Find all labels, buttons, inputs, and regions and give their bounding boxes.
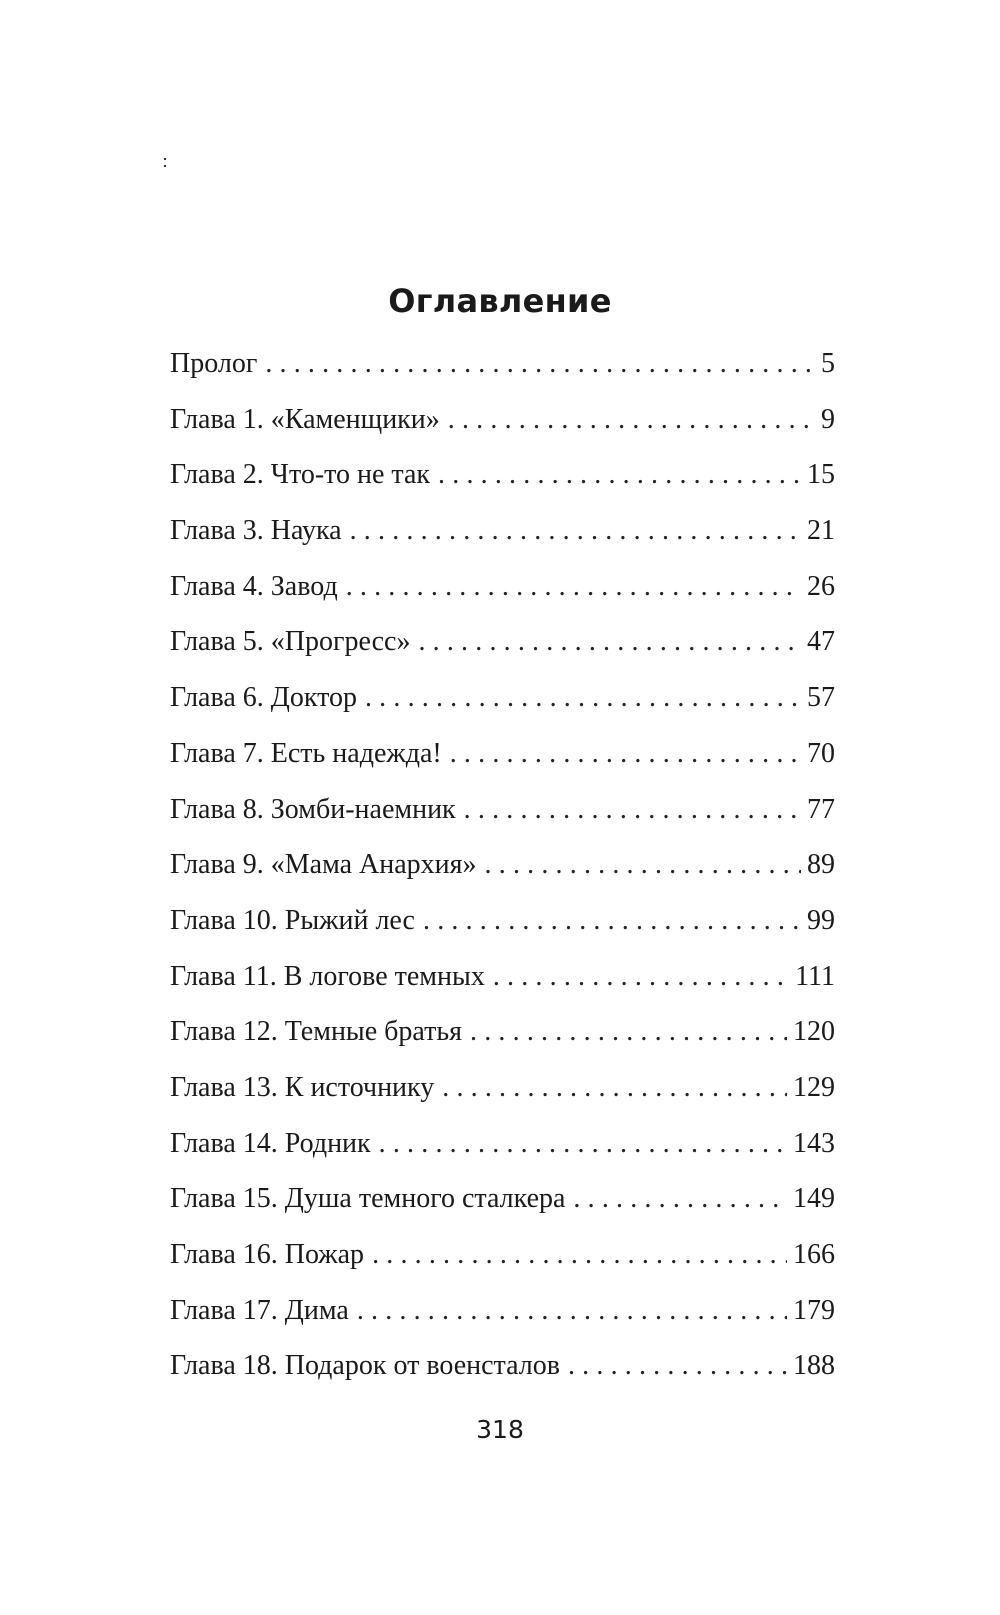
toc-entry-page: 149 (793, 1183, 835, 1215)
toc-entry[interactable] (170, 614, 835, 670)
toc-entry-page: 99 (807, 904, 835, 936)
toc-entry-title: Глава 9. «Мама Анархия» (170, 849, 477, 881)
toc-entry-title: Глава 10. Рыжий лес (170, 904, 415, 936)
toc-entry-page: 120 (793, 1016, 835, 1048)
toc-entry-title: Глава 8. Зомби-наемник (170, 793, 456, 825)
page-title: Оглавление (388, 282, 612, 320)
toc-entry-title: Глава 14. Родник (170, 1127, 371, 1159)
toc-entry[interactable] (170, 1227, 835, 1283)
toc-leader-dots (346, 559, 801, 615)
toc-entry-title: Глава 16. Пожар (170, 1239, 365, 1270)
toc-entry[interactable] (170, 949, 835, 1005)
toc-entry-title: Глава 11. В логове темных (170, 960, 485, 992)
toc-entry-title: Глава 3. Наука (170, 515, 342, 547)
toc-entry-title: Глава 4. Завод (170, 570, 338, 602)
toc-entry[interactable] (170, 837, 835, 893)
toc-entry-title: Глава 13. К источнику (170, 1071, 435, 1103)
toc-leader-dots (568, 1338, 787, 1394)
toc-entry-page: 111 (795, 960, 835, 992)
toc-leader-dots (350, 503, 801, 559)
toc-entry[interactable] (170, 782, 835, 838)
toc-entry[interactable] (170, 1004, 835, 1060)
toc-leader-dots (464, 782, 801, 838)
toc-entry-title: Глава 7. Есть надежда! (170, 737, 442, 769)
toc-entry[interactable] (170, 559, 835, 615)
toc-entry-page: 26 (807, 570, 835, 602)
toc-entry-page: 5 (821, 348, 835, 379)
toc-entry[interactable] (170, 1171, 835, 1227)
toc-entry[interactable] (170, 447, 835, 503)
toc-leader-dots (448, 392, 815, 448)
toc-leader-dots (423, 893, 801, 949)
toc-leader-dots (372, 1227, 787, 1283)
toc-leader-dots (379, 1116, 787, 1172)
toc-entry-title: Глава 2. Что-то не так (170, 459, 431, 491)
toc-leader-dots (470, 1004, 787, 1060)
toc-entry-title: Пролог (170, 348, 258, 379)
toc-entry[interactable] (170, 1283, 835, 1339)
toc-leader-dots (357, 1283, 787, 1339)
toc-entry-page: 70 (807, 737, 835, 769)
toc-entry[interactable] (170, 726, 835, 782)
margin-mark (164, 158, 167, 178)
toc-entry-page: 129 (793, 1071, 835, 1103)
toc-leader-dots (573, 1171, 787, 1227)
toc-entry-title: Глава 12. Темные братья (170, 1016, 463, 1048)
toc-entry-page: 179 (793, 1294, 835, 1326)
toc-leader-dots (485, 837, 801, 893)
toc-entry-page: 57 (807, 682, 835, 714)
toc-entry-page: 15 (807, 459, 835, 491)
table-of-contents (170, 336, 835, 1394)
toc-entry-page: 188 (793, 1350, 835, 1382)
toc-entry-title: Глава 5. «Прогресс» (170, 626, 411, 658)
toc-entry-page: 77 (807, 793, 835, 825)
toc-leader-dots (365, 670, 801, 726)
toc-leader-dots (265, 336, 815, 392)
toc-entry[interactable] (170, 503, 835, 559)
toc-entry-page: 89 (807, 849, 835, 881)
toc-entry[interactable] (170, 1060, 835, 1116)
toc-leader-dots (438, 447, 801, 503)
toc-entry[interactable] (170, 1338, 835, 1394)
toc-entry-title: Глава 1. «Каменщики» (170, 403, 440, 435)
toc-leader-dots (450, 726, 801, 782)
toc-entry-title: Глава 15. Душа темного сталкера (170, 1183, 566, 1215)
toc-entry-title: Глава 17. Дима (170, 1294, 349, 1326)
toc-entry-title: Глава 18. Подарок от военсталов (170, 1350, 560, 1382)
toc-entry[interactable] (170, 893, 835, 949)
toc-leader-dots (442, 1060, 787, 1116)
toc-entry-page: 9 (821, 403, 835, 435)
page-number: 318 (476, 1415, 524, 1444)
toc-entry-page: 47 (807, 626, 835, 658)
toc-entry[interactable] (170, 392, 835, 448)
toc-entry[interactable] (170, 670, 835, 726)
toc-entry-title: Глава 6. Доктор (170, 682, 357, 714)
toc-entry[interactable] (170, 336, 835, 392)
toc-entry-page: 143 (793, 1127, 835, 1159)
toc-leader-dots (418, 614, 801, 670)
toc-leader-dots (493, 949, 789, 1005)
toc-entry[interactable] (170, 1116, 835, 1172)
toc-entry-page: 166 (793, 1239, 835, 1270)
toc-entry-page: 21 (807, 515, 835, 547)
